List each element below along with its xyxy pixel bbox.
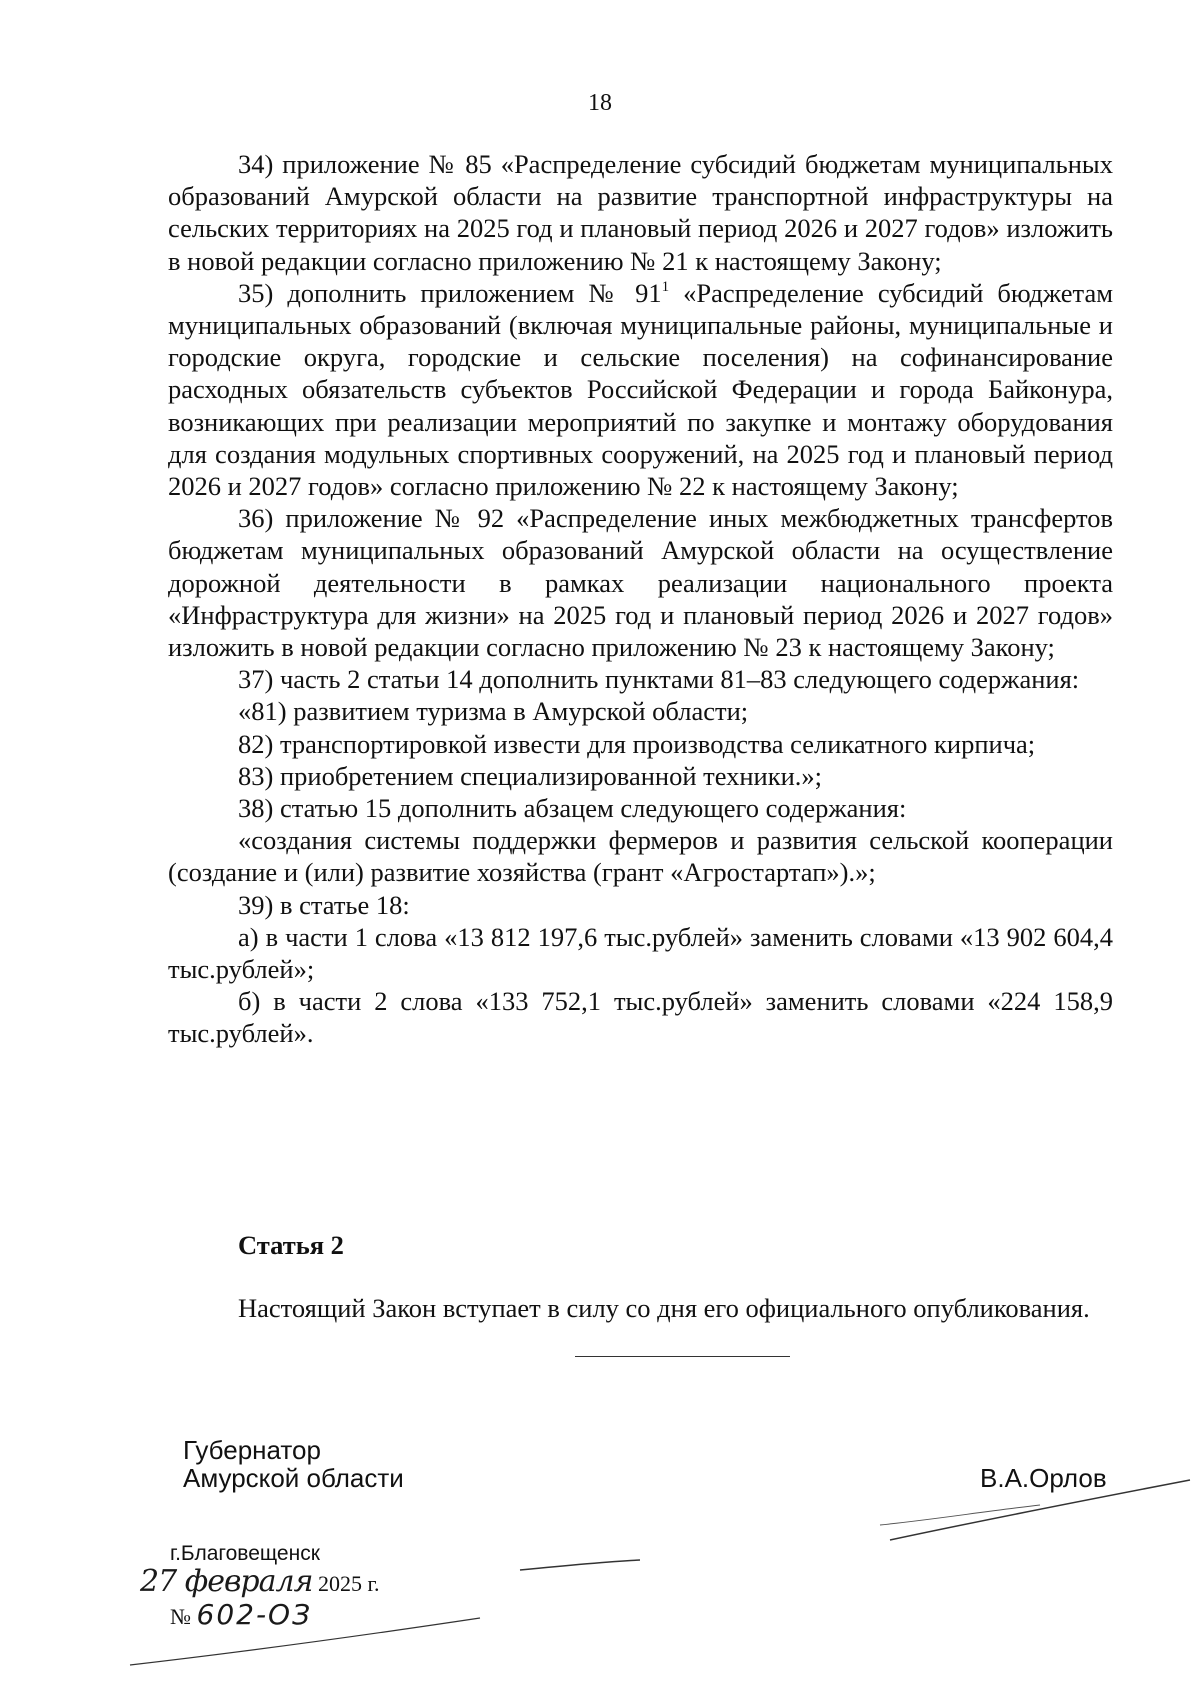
signature-stroke-short <box>880 1505 1040 1525</box>
page-number: 18 <box>588 90 612 116</box>
signing-year: 2025 г. <box>317 1571 380 1596</box>
paragraph-39-a: а) в части 1 слова «13 812 197,6 тыс.рублей» заменить словами «13 902 604,4 тыс.рублей»; <box>168 921 1113 985</box>
paragraph-35-rest: «Распределение субсидий бюджетам муниципальных образований (включая муниципальные районы, муниципальные и городские округа, городские и сельские поселения) на софинансирование расходных обязательств субъектов Российской Федерации и города Байконура, возникающих при реализации мероприятий по закупке и монтажу оборудования для создания модульных спортивных сооружений, на 2025 год и плановый период 2026 и 2027 годов» согласно приложению № 22 к настоящему Закону; <box>168 277 1113 502</box>
signature-stroke-center <box>520 1560 640 1570</box>
article-heading: Статья 2 <box>238 1230 344 1260</box>
paragraph-39-b: б) в части 2 слова «133 752,1 тыс.рублей» заменить словами «224 158,9 тыс.рублей». <box>168 986 1113 1049</box>
item-81: «81) развитием туризма в Амурской области; <box>238 696 749 727</box>
signatory-name: В.А.Орлов <box>980 1463 1107 1493</box>
paragraph-34: 34) приложение № 85 «Распределение субсидий бюджетам муниципальных образований Амурской области на развитие транспортной инфраструктуры на сельских территориях на 2025 год и плановый период 2026 и 2027 годов» изложить в новой редакции согласно приложению № 21 к настоящему Закону; <box>168 149 1113 276</box>
paragraph-37: 37) часть 2 статьи 14 дополнить пунктами 81–83 следующего содержания: <box>238 664 1080 695</box>
signature-stroke-long <box>890 1480 1190 1540</box>
item-82: 82) транспортировкой извести для производства селикатного кирпича; <box>238 728 1036 759</box>
handwritten-date: 27 февраля <box>140 1564 313 1599</box>
article-paragraph: Настоящий Закон вступает в силу со дня его официального опубликования. <box>238 1293 1090 1323</box>
paragraph-38: 38) статью 15 дополнить абзацем следующего содержания: <box>238 793 907 824</box>
paragraph-38-quote: «создания системы поддержки фермеров и развития сельской кооперации (создание и (или) развитие хозяйства (грант «Агростартап»).»; <box>168 825 1113 888</box>
paragraph-39: 39) в статье 18: <box>238 889 410 920</box>
handwritten-number: 602-ОЗ <box>196 1598 313 1631</box>
paragraph-36: 36) приложение № 92 «Распределение иных межбюджетных трансфертов бюджетам муниципальных образований Амурской области на осуществление дорожной деятельности в рамках реализации национального проекта «Инфраструктура для жизни» на 2025 год и плановый период 2026 и 2027 годов» изложить в новой редакции согласно приложению № 23 к настоящему Закону; <box>168 503 1113 663</box>
superscript-1: 1 <box>661 278 670 295</box>
signatory-title-line1: Губернатор <box>183 1435 321 1465</box>
signatory-title-line2: Амурской области <box>183 1463 404 1493</box>
paragraph-35-start: 35) дополнить приложением № 91 <box>238 277 662 308</box>
item-83: 83) приобретением специализированной техники.»; <box>238 760 823 791</box>
number-prefix: № <box>170 1604 191 1629</box>
date-underline-stroke <box>130 1618 480 1665</box>
city: г.Благовещенск <box>170 1542 320 1565</box>
